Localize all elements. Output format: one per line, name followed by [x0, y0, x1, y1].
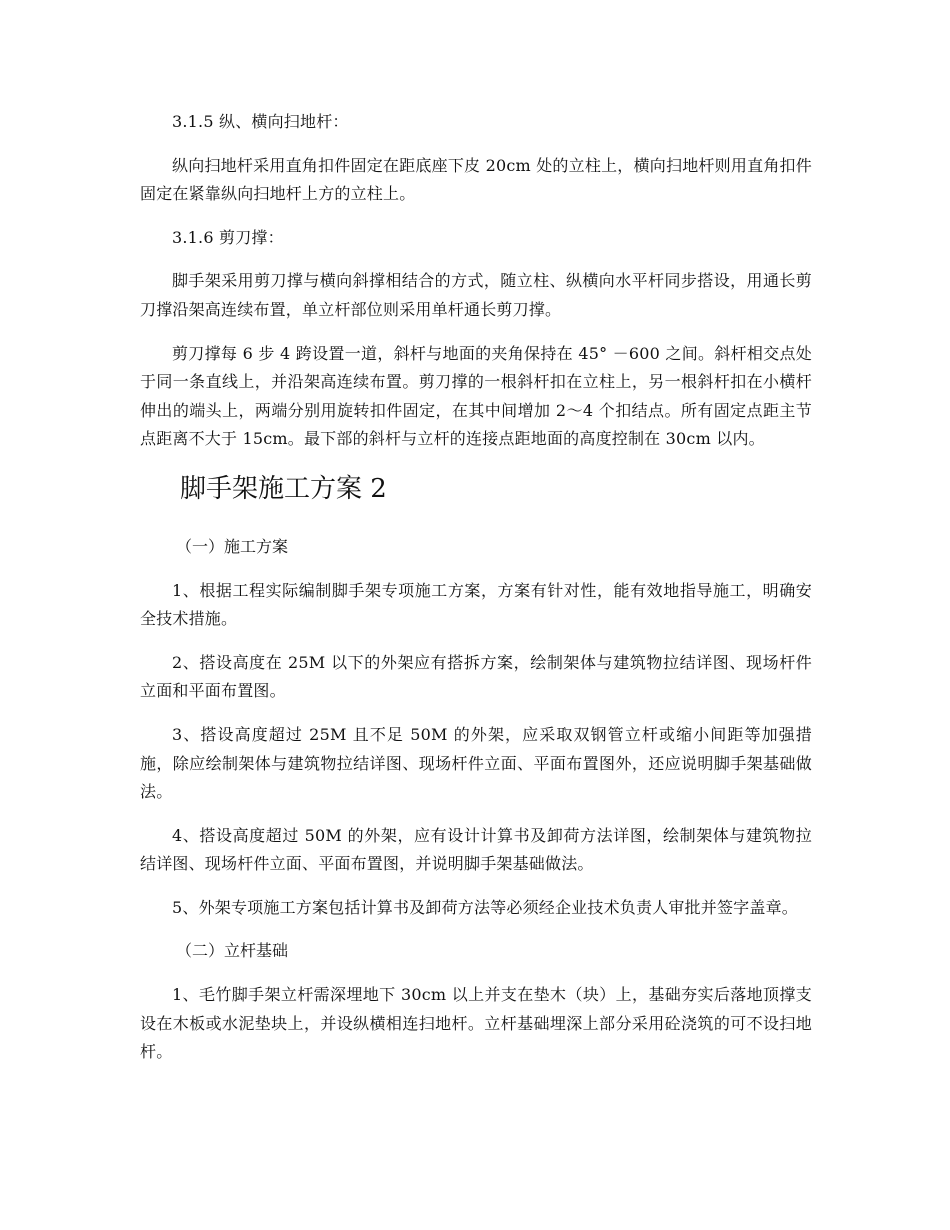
part1-item-2: 2、搭设高度在 25M 以下的外架应有搭拆方案，绘制架体与建筑物拉结详图、现场杆件立面和平面布置图。: [140, 652, 812, 701]
document-page: [140, 108, 812, 1082]
section-heading-3-1-6: 3.1.6 剪刀撑：: [172, 227, 284, 247]
part1-item-5: 5、外架专项施工方案包括计算书及卸荷方法等必须经企业技术负责人审批并签字盖章。: [172, 897, 798, 917]
part1-item-1: 1、根据工程实际编制脚手架专项施工方案，方案有针对性，能有效地指导施工，明确安全技术措施。: [140, 580, 812, 629]
part1-item-4: 4、搭设高度超过 50M 的外架，应有设计计算书及卸荷方法详图，绘制架体与建筑物拉结详图、现场杆件立面、平面布置图，并说明脚手架基础做法。: [140, 825, 812, 874]
part2-item-1: 1、毛竹脚手架立杆需深埋地下 30cm 以上并支在垫木（块）上，基础夯实后落地顶撑支设在木板或水泥垫块上，并设纵横相连扫地杆。立杆基础埋深上部分采用砼浇筑的可不设扫地杆。: [140, 985, 812, 1062]
part2-heading: （二）立杆基础: [176, 941, 289, 961]
paragraph-sweep-bar: 纵向扫地杆采用直角扣件固定在距底座下皮 20cm 处的立柱上，横向扫地杆则用直角扣件固定在紧靠纵向扫地杆上方的立柱上。: [140, 155, 812, 204]
section-heading-3-1-5: 3.1.5 纵、横向扫地杆：: [172, 112, 349, 131]
part1-heading: （一）施工方案: [176, 536, 289, 556]
part1-item-3: 3、搭设高度超过 25M 且不足 50M 的外架，应采取双钢管立杆或缩小间距等加强措施，除应绘制架体与建筑物拉结详图、现场杆件立面、平面布置图外，还应说明脚手架基础做法。: [140, 724, 812, 802]
paragraph-scissor-brace-details: 剪刀撑每 6 步 4 跨设置一道，斜杆与地面的夹角保持在 45° －600 之间。斜杆相交点处于同一条直线上，并沿架高连续布置。剪刀撑的一根斜杆扣在立柱上，另一根斜杆扣在小横杆伸出的端头上，两端分别用旋转扣件固定，在其中间增加 2～4 个扣结点。所有固定点距主节点距离不大于 15cm。最下部的斜杆与立杆的连接点距地面的高度控制在 30cm 以内。: [140, 343, 812, 449]
paragraph-scissor-brace-method: 脚手架采用剪刀撑与横向斜撑相结合的方式，随立柱、纵横向水平杆同步搭设，用通长剪刀撑沿架高连续布置，单立杆部位则采用单杆通长剪刀撑。: [140, 271, 812, 319]
document-title: 脚手架施工方案 2: [180, 473, 387, 504]
